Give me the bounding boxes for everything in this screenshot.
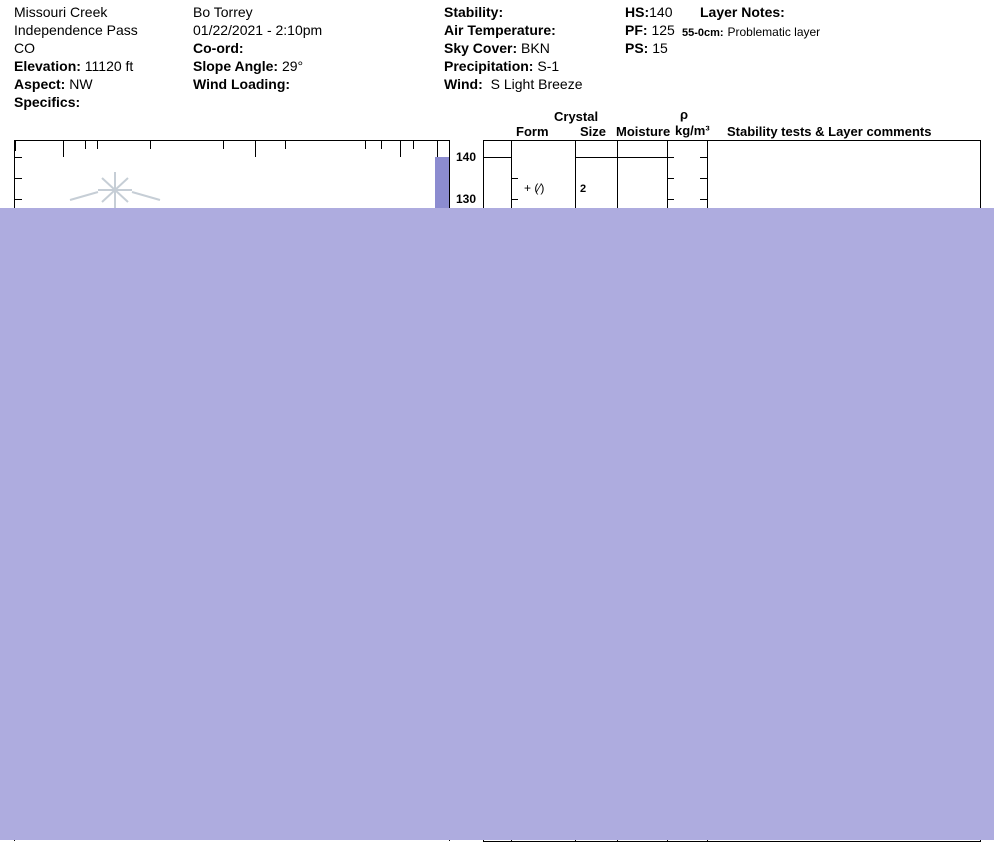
graph-tick xyxy=(400,141,401,157)
slope-row xyxy=(193,57,303,75)
precip-label: Precipitation: xyxy=(444,58,534,74)
depth-tick xyxy=(511,178,518,179)
area-name: Independence Pass xyxy=(14,22,138,38)
aspect-row xyxy=(14,75,93,93)
size-header: Size xyxy=(580,124,607,139)
coord-label: Co-ord: xyxy=(193,40,244,56)
precip-row xyxy=(444,57,559,75)
density-header: kg/m³ xyxy=(675,123,710,138)
graph-tick xyxy=(223,141,224,149)
location-name: Missouri Creek xyxy=(14,4,108,20)
form-header: Form xyxy=(516,124,549,139)
graph-tick xyxy=(150,141,151,149)
wind-row xyxy=(444,75,582,93)
air-temp-label: Air Temperature: xyxy=(444,22,556,38)
graph-tick xyxy=(15,199,22,200)
depth-tick xyxy=(700,178,707,179)
depth-tick xyxy=(700,157,707,158)
depth-tick xyxy=(700,199,707,200)
rho-header: ρ xyxy=(680,107,689,122)
slope-label: Slope Angle: xyxy=(193,58,279,74)
depth-tick xyxy=(511,199,518,200)
state-name: CO xyxy=(14,40,35,56)
sky-row xyxy=(444,39,550,57)
elevation-row xyxy=(14,57,133,75)
graph-tick xyxy=(285,141,286,149)
depth-tick xyxy=(667,178,674,179)
graph-tick xyxy=(381,141,382,149)
elevation-label: Elevation: xyxy=(14,58,81,74)
comments-header: Stability tests & Layer comments xyxy=(727,124,932,139)
depth-tick xyxy=(667,157,674,158)
slope-value: 29° xyxy=(281,58,304,74)
hs-row xyxy=(625,3,672,21)
overlay-panel xyxy=(0,208,994,840)
ps-label: PS: xyxy=(625,40,649,56)
depth-label-140: 140 xyxy=(456,150,477,164)
graph-tick xyxy=(437,141,438,157)
ps-row xyxy=(625,39,668,57)
graph-tick xyxy=(97,141,98,149)
graph-tick xyxy=(255,141,256,157)
wind-loading-label: Wind Loading: xyxy=(193,76,291,92)
depth-line-140 xyxy=(484,157,511,158)
aspect-value: NW xyxy=(69,76,93,92)
layer-form-symbol: + (⁄) xyxy=(524,181,545,195)
pf-value: 125 xyxy=(651,22,675,38)
moisture-header: Moisture xyxy=(616,124,671,139)
layer-size-value: 2 xyxy=(580,183,587,195)
hs-value: 140 xyxy=(649,4,673,20)
specifics-label: Specifics: xyxy=(14,94,81,110)
sky-label: Sky Cover: xyxy=(444,40,518,56)
graph-tick xyxy=(15,178,22,179)
graph-tick xyxy=(413,141,414,149)
precip-value: S-1 xyxy=(537,58,560,74)
ps-value: 15 xyxy=(652,40,668,56)
wind-value: S Light Breeze xyxy=(490,76,583,92)
graph-tick xyxy=(15,157,22,158)
graph-tick xyxy=(15,141,16,151)
graph-tick xyxy=(63,141,64,157)
crystal-header: Crystal xyxy=(554,109,599,124)
pf-row xyxy=(625,21,675,39)
elevation-value: 11120 ft xyxy=(84,58,134,74)
stability-label: Stability: xyxy=(444,4,504,20)
hs-label: HS: xyxy=(625,4,650,20)
depth-label-130: 130 xyxy=(456,192,477,206)
observation-datetime: 01/22/2021 - 2:10pm xyxy=(193,22,323,38)
aspect-label: Aspect: xyxy=(14,76,66,92)
layer-note-depth: 55-0cm: xyxy=(682,27,724,39)
graph-tick xyxy=(85,141,86,149)
layer-boundary xyxy=(575,157,667,158)
depth-tick xyxy=(667,199,674,200)
graph-tick xyxy=(365,141,366,149)
layer-note-entry xyxy=(682,22,820,42)
observer-name: Bo Torrey xyxy=(193,4,253,20)
sky-value: BKN xyxy=(521,40,550,56)
layer-note-text: Problematic layer xyxy=(727,25,821,39)
wind-label: Wind: xyxy=(444,76,483,92)
pf-label: PF: xyxy=(625,22,648,38)
layer-notes-title: Layer Notes: xyxy=(700,4,785,20)
